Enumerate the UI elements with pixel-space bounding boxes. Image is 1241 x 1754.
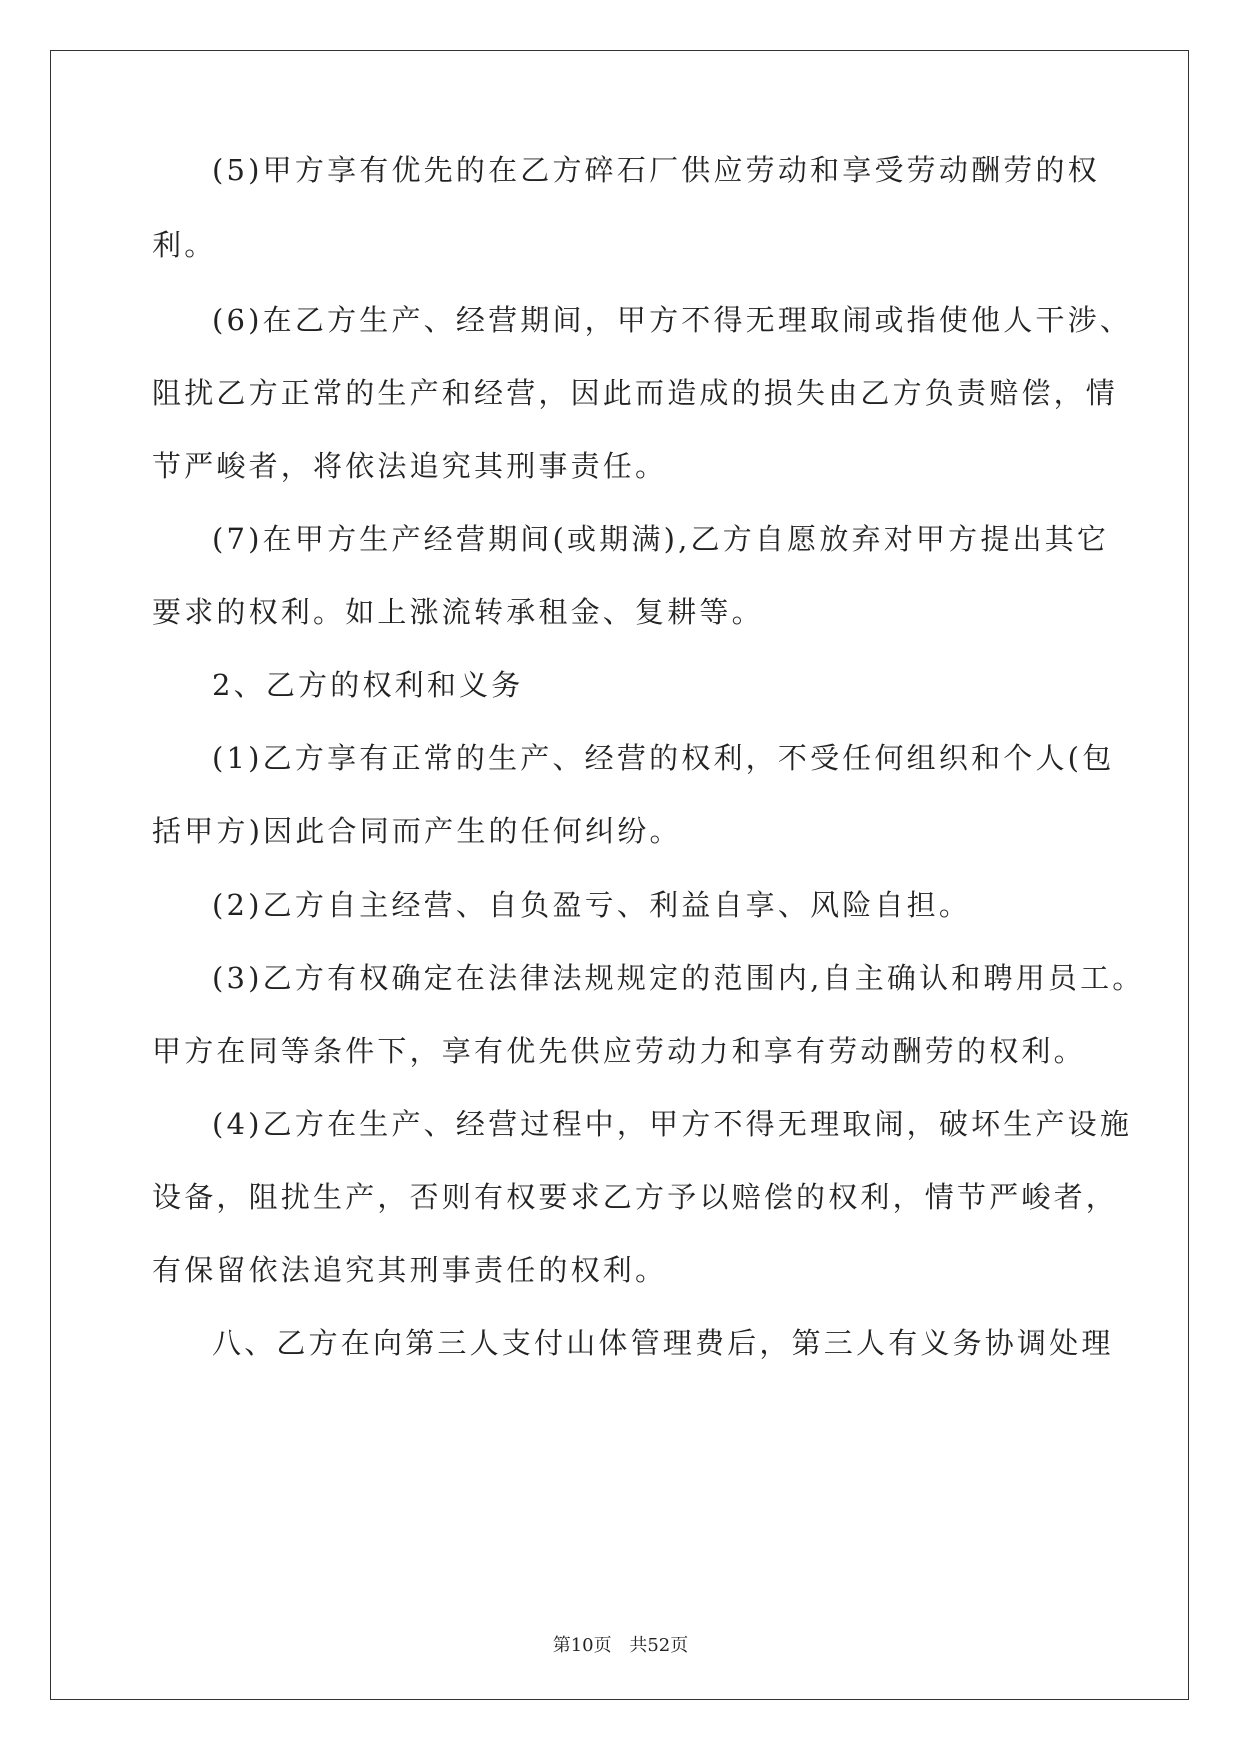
paragraph-line: (1)乙方享有正常的生产、经营的权利，不受任何组织和个人(包 <box>212 741 1115 775</box>
paragraph-line: 设备，阻扰生产，否则有权要求乙方予以赔偿的权利，情节严峻者， <box>152 1180 1119 1214</box>
page-border <box>50 50 1189 1700</box>
paragraph-line: (7)在甲方生产经营期间(或期满),乙方自愿放弃对甲方提出其它 <box>212 522 1110 556</box>
paragraph-line: 括甲方)因此合同而产生的任何纠纷。 <box>152 814 682 848</box>
paragraph-line: (5)甲方享有优先的在乙方碎石厂供应劳动和享受劳动酬劳的权 <box>212 153 1100 187</box>
paragraph-line: (2)乙方自主经营、自负盈亏、利益自享、风险自担。 <box>212 888 972 922</box>
page-footer <box>0 1634 1241 1658</box>
paragraph-line: 阻扰乙方正常的生产和经营，因此而造成的损失由乙方负责赔偿，情 <box>152 376 1119 410</box>
page-number: 第10页 <box>552 1635 612 1656</box>
paragraph-line: 要求的权利。如上涨流转承租金、复耕等。 <box>152 595 764 629</box>
paragraph-line: 节严峻者，将依法追究其刑事责任。 <box>152 449 668 483</box>
section-heading: 2、乙方的权利和义务 <box>212 668 524 702</box>
paragraph-line: 利。 <box>152 228 217 262</box>
paragraph-line: (4)乙方在生产、经营过程中，甲方不得无理取闹，破坏生产设施 <box>212 1107 1133 1141</box>
page-total: 共52页 <box>629 1635 689 1656</box>
paragraph-line: 甲方在同等条件下，享有优先供应劳动力和享有劳动酬劳的权利。 <box>152 1034 1086 1068</box>
paragraph-line: 八、乙方在向第三人支付山体管理费后，第三人有义务协调处理 <box>212 1326 1114 1360</box>
paragraph-line: (3)乙方有权确定在法律法规规定的范围内,自主确认和聘用员工。 <box>212 961 1145 995</box>
paragraph-line: (6)在乙方生产、经营期间，甲方不得无理取闹或指使他人干涉、 <box>212 303 1133 337</box>
paragraph-line: 有保留依法追究其刑事责任的权利。 <box>152 1253 668 1287</box>
